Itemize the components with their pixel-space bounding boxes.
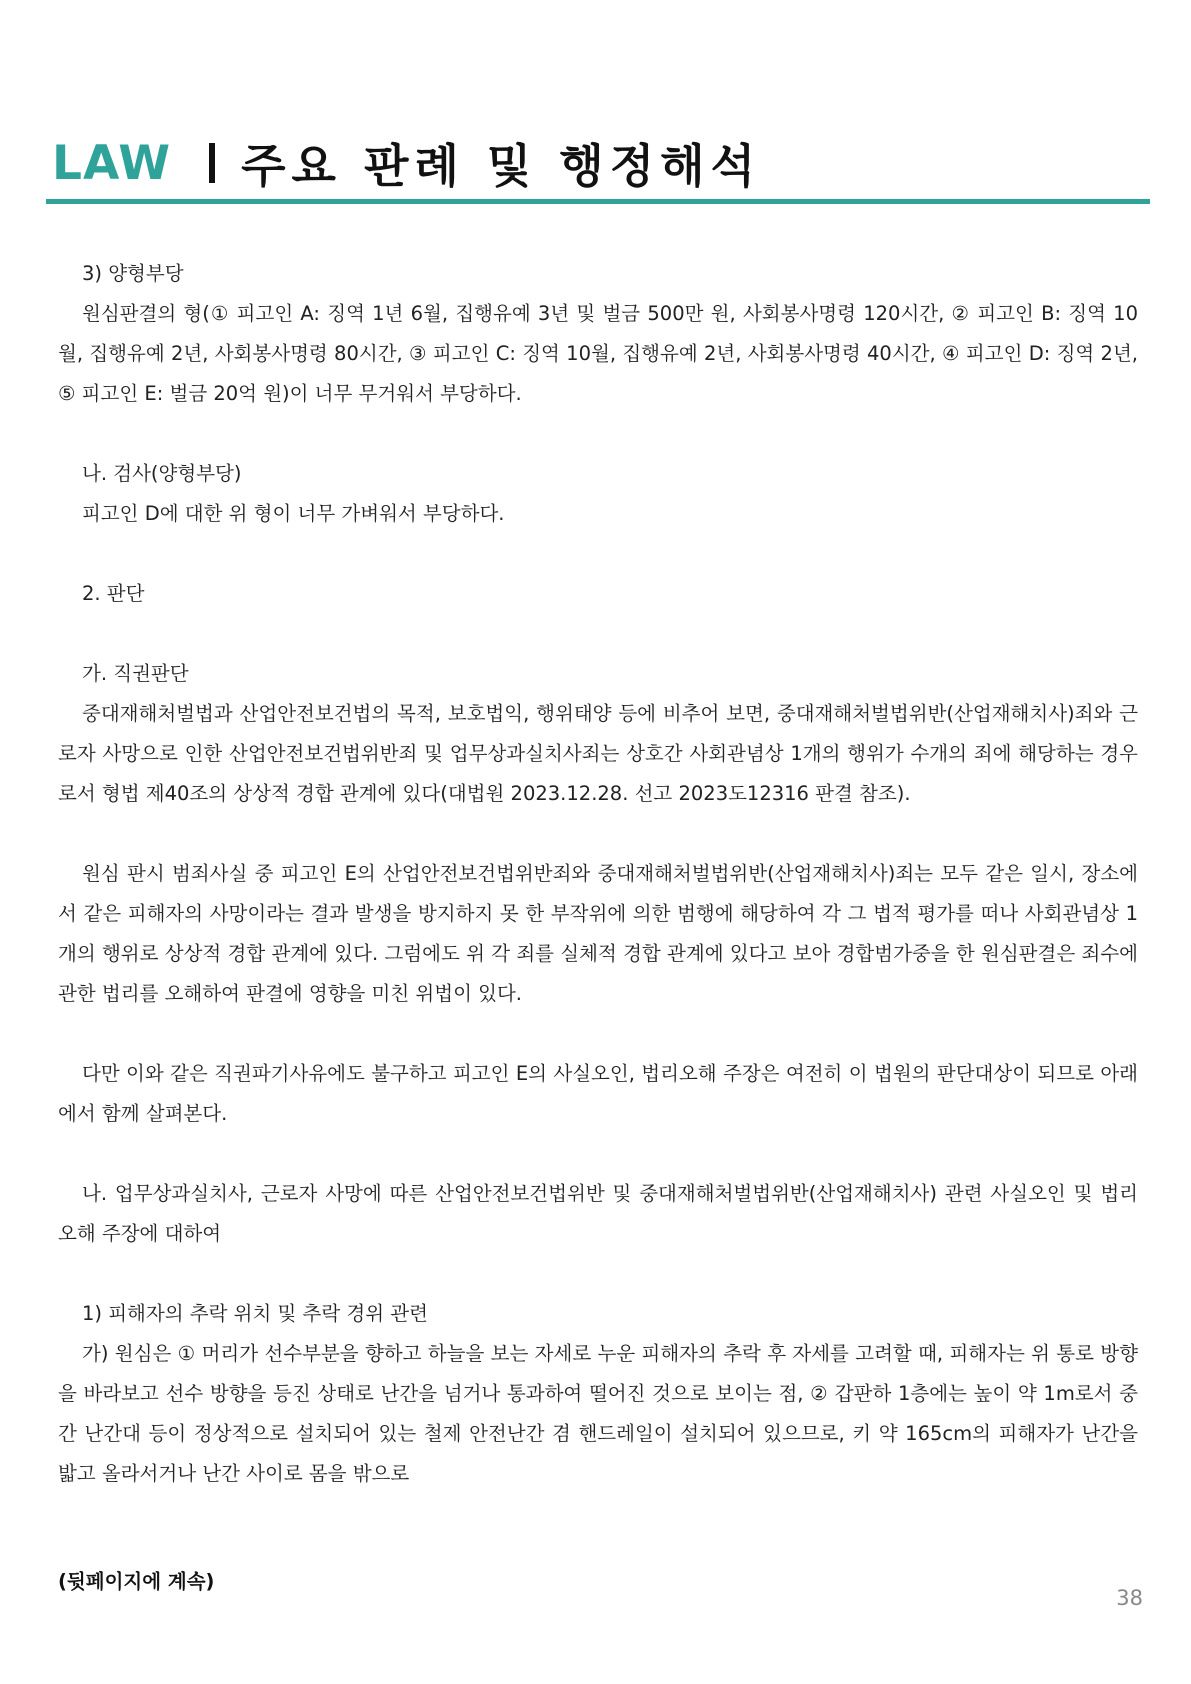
continue-note: (뒷페이지에 계속) [58, 1570, 215, 1593]
title-divider [209, 143, 215, 183]
page-title: 주요 판례 및 행정해석 [241, 139, 762, 193]
heading-judgment: 2. 판단 [82, 582, 145, 605]
paragraph-ex-officio-1: 중대재해처벌법과 산업안전보건법의 목적, 보호법익, 행위태양 등에 비추어 보면, 중대재해처벌법위반(산업재해치사)죄와 근로자 사망으로 인한 산업안전보건법위반죄 및 업무상과실치사죄는 상호간 사회관념상 1개의 행위가 수개의 죄에 해당하는 경우로서 형법 제40조의 상상적 경합 관계에 있다(대법원 2023.12.28. 선고 2023도12316 판결 참조). [58, 702, 1138, 805]
subheading-prosecutor: 나. 검사(양형부당) [82, 462, 242, 485]
paragraph-ex-officio-3: 다만 이와 같은 직권파기사유에도 불구하고 피고인 E의 사실오인, 법리오해 주장은 여전히 이 법원의 판단대상이 되므로 아래에서 함께 살펴본다. [58, 1062, 1138, 1125]
subheading-fall-location: 1) 피해자의 추락 위치 및 추락 경위 관련 [82, 1302, 428, 1325]
page-header [52, 128, 761, 198]
document-body [58, 254, 1138, 1494]
subheading-claims: 나. 업무상과실치사, 근로자 사망에 따른 산업안전보건법위반 및 중대재해처벌법위반(산업재해치사) 관련 사실오인 및 법리오해 주장에 대하여 [58, 1182, 1138, 1245]
section-label: LAW [52, 135, 172, 191]
paragraph-prosecutor-claim: 피고인 D에 대한 위 형이 너무 가벼워서 부당하다. [82, 502, 505, 525]
header-rule [46, 199, 1150, 204]
paragraph-fall-analysis: 가) 원심은 ① 머리가 선수부분을 향하고 하늘을 보는 자세로 누운 피해자의 추락 후 자세를 고려할 때, 피해자는 위 통로 방향을 바라보고 선수 방향을 등진 상태로 난간을 넘거나 통과하여 떨어진 것으로 보이는 점, ② 갑판하 1층에는 높이 약 1m로서 중간 난간대 등이 정상적으로 설치되어 있는 철제 안전난간 겸 핸드레일이 설치되어 있으므로, 키 약 165cm의 피해자가 난간을 밟고 올라서거나 난간 사이로 몸을 밖으로 [58, 1342, 1138, 1485]
subheading-ex-officio: 가. 직권판단 [82, 662, 189, 685]
page-number: 38 [1116, 1586, 1143, 1610]
subheading-sentencing: 3) 양형부당 [82, 262, 184, 285]
paragraph-ex-officio-2: 원심 판시 범죄사실 중 피고인 E의 산업안전보건법위반죄와 중대재해처벌법위반(산업재해치사)죄는 모두 같은 일시, 장소에서 같은 피해자의 사망이라는 결과 발생을 방지하지 못 한 부작위에 의한 범행에 해당하여 각 그 법적 평가를 떠나 사회관념상 1개의 행위로 상상적 경합 관계에 있다. 그럼에도 위 각 죄를 실체적 경합 관계에 있다고 보아 경합범가중을 한 원심판결은 죄수에 관한 법리를 오해하여 판결에 영향을 미친 위법이 있다. [58, 862, 1138, 1005]
paragraph-original-sentence: 원심판결의 형(① 피고인 A: 징역 1년 6월, 집행유예 3년 및 벌금 500만 원, 사회봉사명령 120시간, ② 피고인 B: 징역 10월, 집행유예 2년, 사회봉사명령 80시간, ③ 피고인 C: 징역 10월, 집행유예 2년, 사회봉사명령 40시간, ④ 피고인 D: 징역 2년, ⑤ 피고인 E: 벌금 20억 원)이 너무 무거워서 부당하다. [58, 302, 1138, 405]
